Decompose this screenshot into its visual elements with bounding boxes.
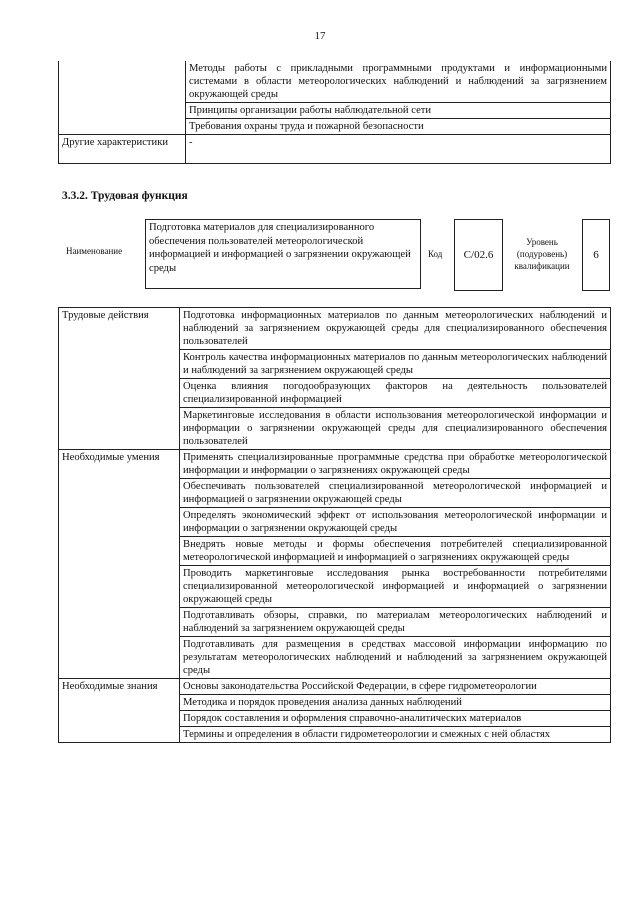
group-label-knowledge: Необходимые знания xyxy=(59,679,180,743)
section-heading: 3.3.2. Трудовая функция xyxy=(62,190,188,202)
group-label-skills: Необходимые умения xyxy=(59,450,180,679)
table-cell: Оценка влияния погодообразующих факторов на деятельность пользователей специализированной информацией xyxy=(180,379,611,408)
level-label: Уровень (подуровень) квалификации xyxy=(514,237,570,271)
name-label: Наименование xyxy=(66,246,123,256)
table-cell: Обеспечивать пользователей специализированной метеорологической информацией и информацией о загрязнении окружающей среды xyxy=(180,479,611,508)
function-code: C/02.6 xyxy=(454,219,503,291)
table-cell: Применять специализированные программные средства при обработке метеорологической информации и информации о загрязнениях окружающей среды xyxy=(180,450,611,479)
page-number: 17 xyxy=(314,30,326,42)
table-cell: - xyxy=(186,135,611,164)
table-cell: Методика и порядок проведения анализа данных наблюдений xyxy=(180,695,611,711)
table-cell: Принципы организации работы наблюдательной сети xyxy=(186,103,611,119)
group-label-actions: Трудовые действия xyxy=(59,308,180,450)
table-cell: Проводить маркетинговые исследования рынка востребованности потребителями специализированной метеорологической информацией и информацией о загрязнении окружающей среды xyxy=(180,566,611,608)
table-cell: Требования охраны труда и пожарной безопасности xyxy=(186,119,611,135)
qualification-level: 6 xyxy=(582,219,610,291)
table-cell: Подготавливать для размещения в средствах массовой информации информацию по результатам метеорологических наблюдений и наблюдений за загрязнением окружающей среды xyxy=(180,637,611,679)
table-row-label: Другие характеристики xyxy=(59,135,186,164)
table-cell: Порядок составления и оформления справочно-аналитических материалов xyxy=(180,711,611,727)
table-cell: Подготавливать обзоры, справки, по материалам метеорологических наблюдений и наблюдений за загрязнением окружающей среды xyxy=(180,608,611,637)
table-cell: Подготовка информационных материалов по данным метеорологических наблюдений и наблюдений за загрязнением окружающей среды для специализированного обеспечения пользователей xyxy=(180,308,611,350)
table-cell: Основы законодательства Российской Федерации, в сфере гидрометеорологии xyxy=(180,679,611,695)
table-row-label xyxy=(59,61,186,135)
function-details-table xyxy=(58,307,611,743)
table-cell: Методы работы с прикладными программными продуктами и информационными системами в области метеорологических наблюдений и наблюдений за загрязнением окружающей среды xyxy=(186,61,611,103)
table-cell: Внедрять новые методы и формы обеспечения потребителей специализированной метеорологической информацией и информацией о загрязнениях окружающей среды xyxy=(180,537,611,566)
table-cell: Термины и определения в области гидрометеорологии и смежных с ней областях xyxy=(180,727,611,743)
function-name: Подготовка материалов для специализированного обеспечения пользователей метеорологической информацией и информацией о загрязнении окружающей среды xyxy=(145,219,421,289)
requirements-table-continued xyxy=(58,61,611,164)
table-cell: Контроль качества информационных материалов по данным метеорологических наблюдений и наблюдений за загрязнением окружающей среды xyxy=(180,350,611,379)
table-cell: Маркетинговые исследования в области использования метеорологической информации и информации о загрязнении окружающей среды для специализированного обеспечения пользователей xyxy=(180,408,611,450)
table-cell: Определять экономический эффект от использования метеорологической информации и информации о загрязнении окружающей среды xyxy=(180,508,611,537)
code-label: Код xyxy=(428,249,443,259)
